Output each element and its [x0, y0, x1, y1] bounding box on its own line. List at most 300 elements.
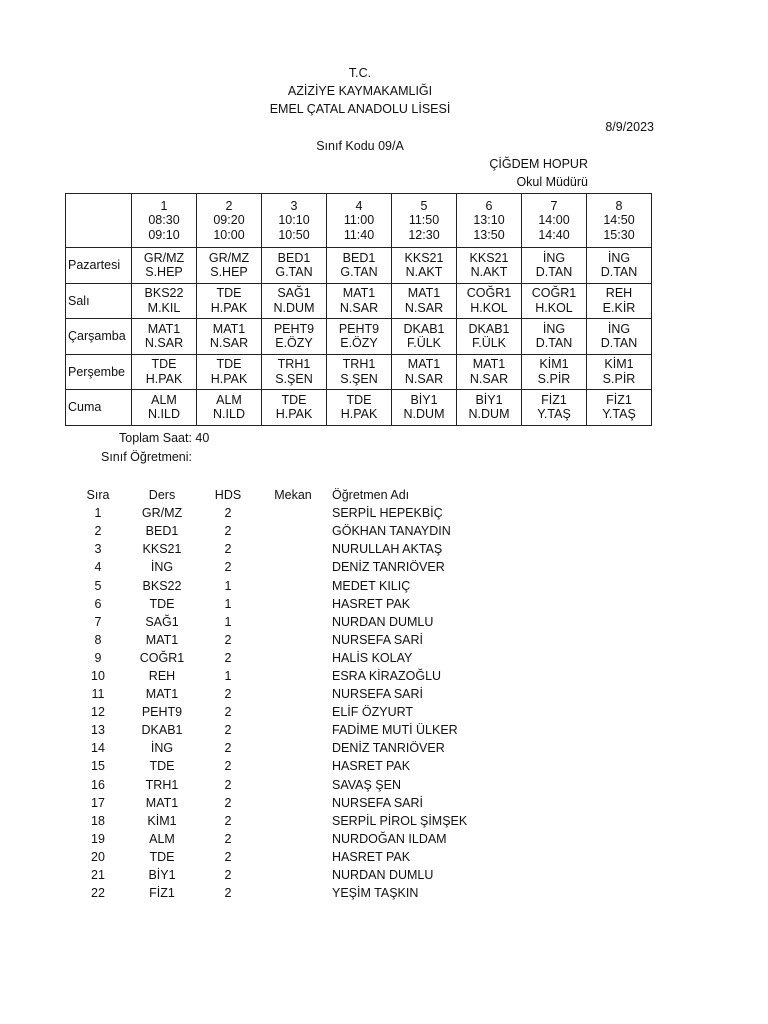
- list-cell-hds: 2: [224, 831, 232, 846]
- list-cell-hds: 2: [224, 705, 232, 720]
- list-cell-mekan: [258, 866, 328, 884]
- period-num: 7: [550, 198, 558, 213]
- lesson-cell: [392, 283, 457, 319]
- lesson-teacher: D.TAN: [600, 336, 638, 351]
- lesson-cell: [132, 319, 197, 355]
- document-date: 8/9/2023: [605, 120, 654, 134]
- lesson-cell: [197, 354, 262, 390]
- list-cell-hds: 2: [224, 795, 232, 810]
- weekly-schedule-table: [65, 193, 652, 426]
- list-cell-hds: 1: [224, 668, 232, 683]
- lesson-cell: [327, 248, 392, 284]
- list-row: [70, 794, 578, 812]
- list-cell-ders: REH: [148, 668, 176, 683]
- total-hours: Toplam Saat: 40: [119, 431, 210, 445]
- lesson-cell: [587, 319, 652, 355]
- lesson-code: DKAB1: [468, 321, 510, 336]
- lesson-cell: [132, 283, 197, 319]
- list-cell-ders: İNG: [150, 560, 174, 575]
- principal-title: Okul Müdürü: [516, 175, 588, 189]
- lesson-teacher: N.SAR: [469, 371, 509, 386]
- list-cell-sira: 11: [91, 687, 105, 702]
- list-cell-ogretmen: ESRA KİRAZOĞLU: [332, 668, 442, 683]
- lesson-cell: [522, 319, 587, 355]
- list-cell-mekan: [258, 739, 328, 757]
- list-row: [70, 595, 578, 613]
- list-cell-ogretmen: SERPİL PİROL ŞİMŞEK: [332, 813, 468, 828]
- list-cell-ogretmen: MEDET KILIÇ: [332, 578, 411, 593]
- lesson-code: TDE: [216, 286, 242, 301]
- list-cell-hds: 2: [224, 849, 232, 864]
- period-header-cell: [132, 194, 197, 248]
- lesson-teacher: F.ÜLK: [471, 336, 507, 351]
- list-cell-ogretmen: HASRET PAK: [332, 596, 411, 611]
- list-cell-ders: PEHT9: [141, 705, 183, 720]
- lesson-cell: [197, 319, 262, 355]
- list-cell-mekan: [258, 540, 328, 558]
- lesson-code: GR/MZ: [208, 250, 250, 265]
- list-cell-sira: 5: [94, 578, 102, 593]
- day-name: Salı: [66, 283, 132, 319]
- list-row: [70, 830, 578, 848]
- corner-cell: [66, 194, 132, 248]
- list-cell-ders: FİZ1: [149, 886, 175, 901]
- lesson-teacher: H.KOL: [535, 300, 573, 315]
- period-header-cell: [587, 194, 652, 248]
- list-row: [70, 884, 578, 902]
- lesson-cell: [262, 283, 327, 319]
- period-header-cell: [392, 194, 457, 248]
- list-cell-sira: 21: [91, 868, 105, 883]
- list-cell-sira: 20: [91, 849, 105, 864]
- lesson-cell: [457, 390, 522, 426]
- list-cell-ogretmen: ELİF ÖZYURT: [332, 705, 414, 720]
- list-row: [70, 848, 578, 866]
- list-cell-ogretmen: FADİME MUTİ ÜLKER: [332, 723, 458, 738]
- lesson-code: TDE: [281, 392, 307, 407]
- lesson-code: İNG: [542, 250, 566, 265]
- list-row: [70, 522, 578, 540]
- list-cell-ogretmen: SAVAŞ ŞEN: [332, 777, 402, 792]
- period-num: 5: [420, 198, 428, 213]
- list-cell-ogretmen: GÖKHAN TANAYDIN: [332, 524, 451, 539]
- class-code: Sınıf Kodu 09/A: [316, 139, 404, 153]
- lesson-teacher: N.AKT: [405, 265, 443, 280]
- list-cell-sira: 14: [91, 741, 105, 756]
- list-cell-mekan: [258, 830, 328, 848]
- list-cell-mekan: [258, 613, 328, 631]
- list-cell-ogretmen: NURULLAH AKTAŞ: [332, 542, 443, 557]
- list-cell-sira: 15: [91, 759, 105, 774]
- lesson-code: COĞR1: [531, 286, 577, 301]
- list-cell-hds: 2: [224, 560, 232, 575]
- period-end: 14:40: [538, 227, 570, 242]
- list-cell-hds: 2: [224, 723, 232, 738]
- list-cell-sira: 2: [94, 524, 102, 539]
- lesson-code: KİM1: [604, 357, 634, 372]
- list-cell-mekan: [258, 649, 328, 667]
- period-start: 09:20: [213, 213, 245, 228]
- lesson-code: ALM: [151, 392, 177, 407]
- period-start: 13:10: [473, 213, 505, 228]
- lesson-code: KİM1: [539, 357, 569, 372]
- day-name: Perşembe: [66, 354, 132, 390]
- list-cell-ogretmen: NURSEFA SARİ: [332, 795, 423, 810]
- list-cell-ogretmen: NURDOĞAN ILDAM: [332, 831, 447, 846]
- list-cell-ogretmen: DENİZ TANRIÖVER: [332, 560, 445, 575]
- lesson-cell: [327, 319, 392, 355]
- list-cell-hds: 1: [224, 614, 232, 629]
- list-cell-mekan: [258, 522, 328, 540]
- list-row: [70, 757, 578, 775]
- lesson-cell: [522, 390, 587, 426]
- lesson-cell: [587, 354, 652, 390]
- list-row: [70, 667, 578, 685]
- principal-name: ÇİĞDEM HOPUR: [489, 157, 588, 171]
- lesson-teacher: S.PİR: [602, 371, 636, 386]
- list-cell-mekan: [258, 721, 328, 739]
- lesson-code: BED1: [342, 250, 376, 265]
- lesson-code: FİZ1: [541, 392, 567, 407]
- lesson-code: TDE: [151, 357, 177, 372]
- lesson-code: İNG: [542, 321, 566, 336]
- lesson-code: FİZ1: [606, 392, 632, 407]
- lesson-cell: [197, 248, 262, 284]
- lesson-code: BİY1: [475, 392, 503, 407]
- lesson-teacher: N.SAR: [404, 300, 444, 315]
- lesson-cell: [587, 390, 652, 426]
- col-header-sira: Sıra: [86, 488, 110, 503]
- lesson-code: KKS21: [404, 250, 444, 265]
- period-end: 13:50: [473, 227, 505, 242]
- list-cell-ders: SAĞ1: [145, 614, 179, 629]
- lesson-teacher: N.DUM: [468, 407, 510, 422]
- lesson-cell: [327, 390, 392, 426]
- lesson-cell: [262, 354, 327, 390]
- lesson-code: PEHT9: [338, 321, 380, 336]
- period-start: 14:50: [603, 213, 635, 228]
- list-cell-sira: 12: [91, 705, 105, 720]
- lesson-teacher: N.ILD: [148, 407, 180, 422]
- list-cell-sira: 22: [91, 886, 105, 901]
- lesson-teacher: E.KİR: [602, 300, 636, 315]
- list-cell-ogretmen: NURSEFA SARİ: [332, 687, 423, 702]
- lesson-cell: [457, 354, 522, 390]
- lesson-teacher: S.ŞEN: [275, 371, 313, 386]
- list-cell-ogretmen: SERPİL HEPEKBİÇ: [332, 506, 443, 521]
- list-cell-hds: 2: [224, 524, 232, 539]
- lesson-code: BKS22: [144, 286, 184, 301]
- list-cell-ders: DKAB1: [141, 723, 183, 738]
- list-header-row: [70, 486, 578, 504]
- list-cell-ders: MAT1: [145, 687, 179, 702]
- lesson-cell: [522, 248, 587, 284]
- lesson-teacher: Y.TAŞ: [537, 407, 571, 422]
- lesson-code: PEHT9: [273, 321, 315, 336]
- list-cell-ders: BİY1: [148, 868, 176, 883]
- list-cell-hds: 1: [224, 578, 232, 593]
- list-cell-ders: İNG: [150, 741, 174, 756]
- lesson-code: İNG: [607, 321, 631, 336]
- list-cell-mekan: [258, 504, 328, 522]
- period-num: 6: [485, 198, 493, 213]
- list-row: [70, 631, 578, 649]
- list-cell-ogretmen: HALİS KOLAY: [332, 650, 413, 665]
- list-cell-ders: KİM1: [147, 813, 177, 828]
- lesson-code: REH: [605, 286, 633, 301]
- list-cell-hds: 2: [224, 687, 232, 702]
- lesson-code: DKAB1: [403, 321, 445, 336]
- period-end: 09:10: [148, 227, 180, 242]
- list-cell-sira: 4: [94, 560, 102, 575]
- lesson-teacher: H.PAK: [210, 300, 248, 315]
- lesson-code: ALM: [216, 392, 242, 407]
- lesson-code: MAT1: [407, 286, 441, 301]
- list-row: [70, 812, 578, 830]
- col-header-ders: Ders: [148, 488, 176, 503]
- list-cell-hds: 2: [224, 759, 232, 774]
- list-cell-ders: ALM: [149, 831, 175, 846]
- lesson-cell: [262, 319, 327, 355]
- lesson-teacher: H.PAK: [145, 371, 183, 386]
- list-cell-mekan: [258, 558, 328, 576]
- lesson-cell: [197, 390, 262, 426]
- course-teacher-list: [70, 486, 578, 902]
- lesson-teacher: M.KIL: [147, 300, 181, 315]
- lesson-teacher: D.TAN: [535, 265, 573, 280]
- list-row: [70, 649, 578, 667]
- list-cell-hds: 2: [224, 813, 232, 828]
- lesson-cell: [327, 354, 392, 390]
- lesson-code: GR/MZ: [143, 250, 185, 265]
- day-row: [66, 283, 652, 319]
- list-cell-ders: BED1: [145, 524, 179, 539]
- list-cell-mekan: [258, 812, 328, 830]
- lesson-cell: [197, 283, 262, 319]
- list-row: [70, 739, 578, 757]
- list-cell-mekan: [258, 703, 328, 721]
- list-cell-hds: 2: [224, 632, 232, 647]
- list-cell-hds: 2: [224, 506, 232, 521]
- lesson-teacher: N.SAR: [209, 336, 249, 351]
- list-row: [70, 558, 578, 576]
- lesson-code: BED1: [277, 250, 311, 265]
- list-cell-mekan: [258, 631, 328, 649]
- day-row: [66, 248, 652, 284]
- list-cell-mekan: [258, 667, 328, 685]
- list-cell-mekan: [258, 794, 328, 812]
- list-cell-ders: MAT1: [145, 795, 179, 810]
- lesson-code: TDE: [216, 357, 242, 372]
- list-cell-ders: TRH1: [145, 777, 179, 792]
- period-end: 10:00: [213, 227, 245, 242]
- lesson-code: TRH1: [277, 357, 311, 372]
- list-cell-ders: MAT1: [145, 632, 179, 647]
- lesson-teacher: N.DUM: [403, 407, 445, 422]
- period-num: 8: [615, 198, 623, 213]
- list-row: [70, 540, 578, 558]
- lesson-cell: [457, 319, 522, 355]
- day-row: [66, 390, 652, 426]
- col-header-mekan: Mekan: [274, 488, 312, 503]
- lesson-cell: [587, 248, 652, 284]
- list-cell-sira: 1: [94, 506, 102, 521]
- lesson-teacher: N.SAR: [339, 300, 379, 315]
- period-num: 1: [160, 198, 168, 213]
- lesson-teacher: G.TAN: [340, 265, 378, 280]
- lesson-teacher: S.ŞEN: [340, 371, 378, 386]
- list-cell-ders: COĞR1: [139, 650, 185, 665]
- lesson-teacher: N.ILD: [213, 407, 245, 422]
- period-end: 11:40: [343, 227, 375, 242]
- list-cell-ders: TDE: [149, 759, 175, 774]
- lesson-cell: [132, 354, 197, 390]
- list-cell-hds: 2: [224, 886, 232, 901]
- list-cell-mekan: [258, 595, 328, 613]
- list-cell-sira: 10: [91, 668, 105, 683]
- lesson-cell: [132, 248, 197, 284]
- col-header-ogretmen: Öğretmen Adı: [332, 488, 410, 503]
- header-kaymakamlik: AZİZİYE KAYMAKAMLIĞI: [287, 84, 433, 98]
- class-teacher-label: Sınıf Öğretmeni:: [101, 450, 193, 464]
- lesson-teacher: S.PİR: [537, 371, 571, 386]
- list-cell-ders: TDE: [149, 849, 175, 864]
- list-cell-hds: 2: [224, 777, 232, 792]
- list-cell-hds: 1: [224, 596, 232, 611]
- period-header-cell: [197, 194, 262, 248]
- list-cell-sira: 19: [91, 831, 105, 846]
- list-cell-sira: 9: [94, 650, 102, 665]
- lesson-cell: [522, 283, 587, 319]
- list-row: [70, 776, 578, 794]
- list-row: [70, 576, 578, 594]
- lesson-teacher: H.PAK: [340, 407, 378, 422]
- list-cell-sira: 13: [91, 723, 105, 738]
- lesson-teacher: H.KOL: [470, 300, 508, 315]
- list-cell-sira: 17: [91, 795, 105, 810]
- list-cell-ogretmen: HASRET PAK: [332, 849, 411, 864]
- period-start: 11:50: [408, 213, 440, 228]
- period-start: 08:30: [148, 213, 180, 228]
- list-cell-ogretmen: NURDAN DUMLU: [332, 614, 434, 629]
- period-header-cell: [327, 194, 392, 248]
- day-name: Pazartesi: [66, 248, 132, 284]
- lesson-cell: [522, 354, 587, 390]
- lesson-cell: [327, 283, 392, 319]
- list-cell-mekan: [258, 884, 328, 902]
- lesson-code: MAT1: [407, 357, 441, 372]
- list-cell-mekan: [258, 757, 328, 775]
- lesson-code: MAT1: [147, 321, 181, 336]
- lesson-cell: [457, 283, 522, 319]
- lesson-teacher: D.TAN: [535, 336, 573, 351]
- list-cell-hds: 2: [224, 868, 232, 883]
- lesson-cell: [392, 354, 457, 390]
- lesson-code: SAĞ1: [277, 286, 311, 301]
- lesson-teacher: N.SAR: [144, 336, 184, 351]
- period-start: 10:10: [278, 213, 310, 228]
- list-cell-ders: KKS21: [142, 542, 182, 557]
- lesson-code: KKS21: [469, 250, 509, 265]
- period-header-cell: [457, 194, 522, 248]
- lesson-code: TRH1: [342, 357, 376, 372]
- list-cell-hds: 2: [224, 542, 232, 557]
- lesson-teacher: S.HEP: [210, 265, 248, 280]
- list-cell-sira: 18: [91, 813, 105, 828]
- day-row: [66, 319, 652, 355]
- list-cell-ogretmen: NURDAN DUMLU: [332, 868, 434, 883]
- lesson-code: BİY1: [410, 392, 438, 407]
- list-cell-ogretmen: YEŞİM TAŞKIN: [332, 886, 419, 901]
- lesson-code: COĞR1: [466, 286, 512, 301]
- lesson-teacher: Y.TAŞ: [602, 407, 636, 422]
- lesson-teacher: F.ÜLK: [406, 336, 442, 351]
- list-cell-mekan: [258, 576, 328, 594]
- list-row: [70, 703, 578, 721]
- lesson-teacher: N.DUM: [273, 300, 315, 315]
- lesson-teacher: E.ÖZY: [340, 336, 378, 351]
- lesson-cell: [392, 390, 457, 426]
- lesson-teacher: H.PAK: [275, 407, 313, 422]
- list-cell-hds: 2: [224, 741, 232, 756]
- list-cell-ogretmen: DENİZ TANRIÖVER: [332, 741, 445, 756]
- list-cell-mekan: [258, 685, 328, 703]
- list-cell-ogretmen: HASRET PAK: [332, 759, 411, 774]
- lesson-cell: [457, 248, 522, 284]
- list-row: [70, 613, 578, 631]
- list-row: [70, 866, 578, 884]
- list-cell-sira: 8: [94, 632, 102, 647]
- lesson-cell: [587, 283, 652, 319]
- list-cell-hds: 2: [224, 650, 232, 665]
- lesson-cell: [392, 248, 457, 284]
- lesson-code: İNG: [607, 250, 631, 265]
- header-tc: T.C.: [348, 66, 372, 80]
- lesson-code: MAT1: [212, 321, 246, 336]
- lesson-code: TDE: [346, 392, 372, 407]
- period-start: 14:00: [538, 213, 570, 228]
- list-cell-ders: TDE: [149, 596, 175, 611]
- day-row: [66, 354, 652, 390]
- lesson-cell: [262, 390, 327, 426]
- period-num: 3: [290, 198, 298, 213]
- list-cell-sira: 3: [94, 542, 102, 557]
- lesson-teacher: E.ÖZY: [275, 336, 313, 351]
- period-end: 10:50: [278, 227, 310, 242]
- period-header-row: [66, 194, 652, 248]
- lesson-teacher: N.AKT: [470, 265, 508, 280]
- header-school-name: EMEL ÇATAL ANADOLU LİSESİ: [269, 102, 451, 116]
- list-row: [70, 685, 578, 703]
- lesson-code: MAT1: [472, 357, 506, 372]
- col-header-hds: HDS: [214, 488, 242, 503]
- list-row: [70, 504, 578, 522]
- period-start: 11:00: [343, 213, 375, 228]
- lesson-teacher: S.HEP: [145, 265, 183, 280]
- lesson-cell: [392, 319, 457, 355]
- period-header-cell: [522, 194, 587, 248]
- day-name: Cuma: [66, 390, 132, 426]
- day-name: Çarşamba: [66, 319, 132, 355]
- list-cell-mekan: [258, 848, 328, 866]
- list-cell-ogretmen: NURSEFA SARİ: [332, 632, 423, 647]
- period-num: 4: [355, 198, 363, 213]
- list-cell-mekan: [258, 776, 328, 794]
- list-cell-ders: BKS22: [142, 578, 182, 593]
- list-cell-sira: 6: [94, 596, 102, 611]
- lesson-teacher: H.PAK: [210, 371, 248, 386]
- period-header-cell: [262, 194, 327, 248]
